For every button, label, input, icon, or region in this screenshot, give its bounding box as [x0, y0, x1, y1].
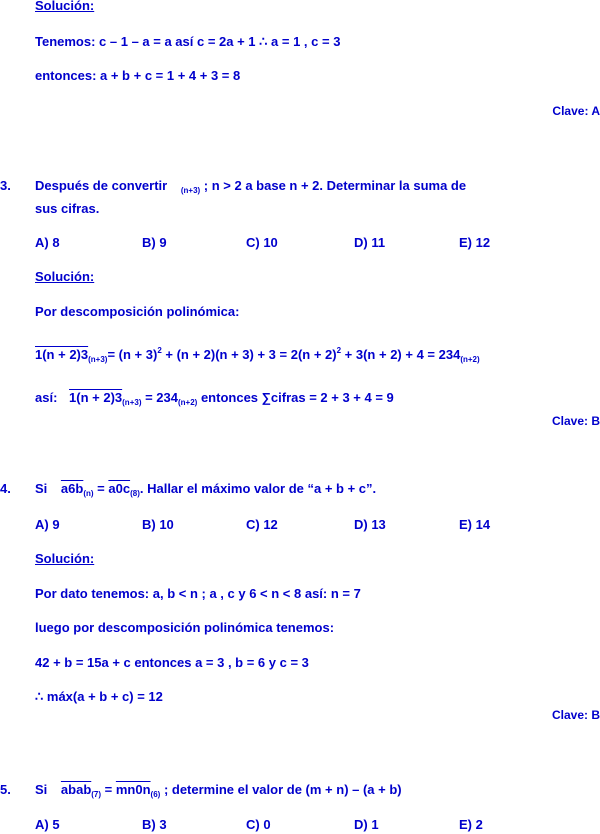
answer-key: Clave: B — [551, 708, 600, 722]
base-subscript: (n+3) — [180, 186, 201, 195]
equation-text: = (n + 3) — [107, 347, 158, 362]
solution-label: Solución: — [35, 269, 95, 284]
problem-number: 3. — [0, 178, 11, 193]
answer-key: Clave: A — [552, 104, 600, 118]
options-row — [35, 817, 600, 833]
base-subscript: (n+2) — [178, 398, 198, 407]
statement-text: ; n > 2 a base n + 2. Determinar la suma de — [200, 178, 467, 193]
option-e: E) 12 — [459, 235, 491, 250]
equation-text: así: — [35, 390, 58, 405]
option-e: E) 2 — [459, 817, 483, 832]
solution-label: Solución: — [35, 551, 95, 566]
base-subscript: (7) — [91, 790, 102, 799]
statement-text: = — [101, 782, 116, 797]
overlined-numeral: mn0n — [115, 782, 151, 797]
solution-line: Tenemos: c – 1 – a = a así c = 2a + 1 ∴ a = 1 , c = 3 — [35, 34, 341, 49]
option-d: D) 13 — [354, 517, 386, 532]
problem-statement — [35, 178, 466, 199]
statement-text: Si — [35, 481, 48, 496]
problem-statement — [35, 481, 376, 502]
equation — [35, 343, 480, 368]
base-subscript: (n+2) — [460, 355, 480, 364]
equation-text: entonces ∑cifras = 2 + 3 + 4 = 9 — [197, 390, 394, 405]
option-a: A) 9 — [35, 517, 60, 532]
option-c: C) 12 — [246, 517, 278, 532]
exponent: 2 — [336, 346, 342, 355]
statement-text: Después de convertir — [35, 178, 168, 193]
problem-number: 4. — [0, 481, 11, 496]
statement-text: Si — [35, 782, 48, 797]
statement-text: ; determine el valor de (m + n) – (a + b) — [160, 782, 402, 797]
overlined-numeral: abab — [60, 782, 92, 797]
solution-label: Solución: — [35, 0, 95, 13]
problem-statement — [35, 782, 402, 803]
equation — [35, 390, 394, 411]
equation-text: + 3(n + 2) + 4 = 234 — [341, 347, 461, 362]
solution-line: entonces: a + b + c = 1 + 4 + 3 = 8 — [35, 68, 241, 83]
base-subscript: (n) — [83, 489, 94, 498]
solution-line: ∴ máx(a + b + c) = 12 — [35, 689, 163, 704]
solution-line: 42 + b = 15a + c entonces a = 3 , b = 6 y c = 3 — [35, 655, 309, 670]
solution-line: luego por descomposición polinómica tenemos: — [35, 620, 335, 635]
option-c: C) 0 — [246, 817, 271, 832]
exponent: 2 — [157, 346, 162, 355]
option-c: C) 10 — [246, 235, 278, 250]
overlined-numeral: 1(n + 2)3 — [35, 347, 89, 362]
option-b: B) 10 — [142, 517, 174, 532]
base-subscript: (n+3) — [122, 398, 142, 407]
option-a: A) 8 — [35, 235, 60, 250]
option-b: B) 9 — [142, 235, 167, 250]
problem-number: 5. — [0, 782, 11, 797]
statement-text: = — [93, 481, 109, 496]
base-subscript: (n+3) — [88, 355, 108, 364]
option-b: B) 3 — [142, 817, 167, 832]
statement-text: . Hallar el máximo valor de “a + b + c”. — [139, 481, 377, 496]
option-e: E) 14 — [459, 517, 491, 532]
option-d: D) 1 — [354, 817, 379, 832]
base-subscript: (6) — [150, 790, 161, 799]
overlined-numeral: 1(n + 2)3 — [69, 390, 123, 405]
option-a: A) 5 — [35, 817, 60, 832]
overlined-numeral: a0c — [108, 481, 131, 496]
base-subscript: (8) — [130, 489, 140, 498]
equation-text: = 234 — [141, 390, 178, 405]
problem-statement-cont: sus cifras. — [35, 201, 100, 216]
options-row — [35, 235, 600, 251]
solution-line: Por dato tenemos: a, b < n ; a , c y 6 < n < 8 así: n = 7 — [35, 586, 361, 601]
equation-text: + (n + 2)(n + 3) + 3 = 2(n + 2) — [161, 347, 337, 362]
overlined-numeral: a6b — [60, 481, 84, 496]
solution-line: Por descomposición polinómica: — [35, 304, 240, 319]
option-d: D) 11 — [354, 235, 386, 250]
options-row — [35, 517, 600, 533]
answer-key: Clave: B — [551, 414, 600, 428]
